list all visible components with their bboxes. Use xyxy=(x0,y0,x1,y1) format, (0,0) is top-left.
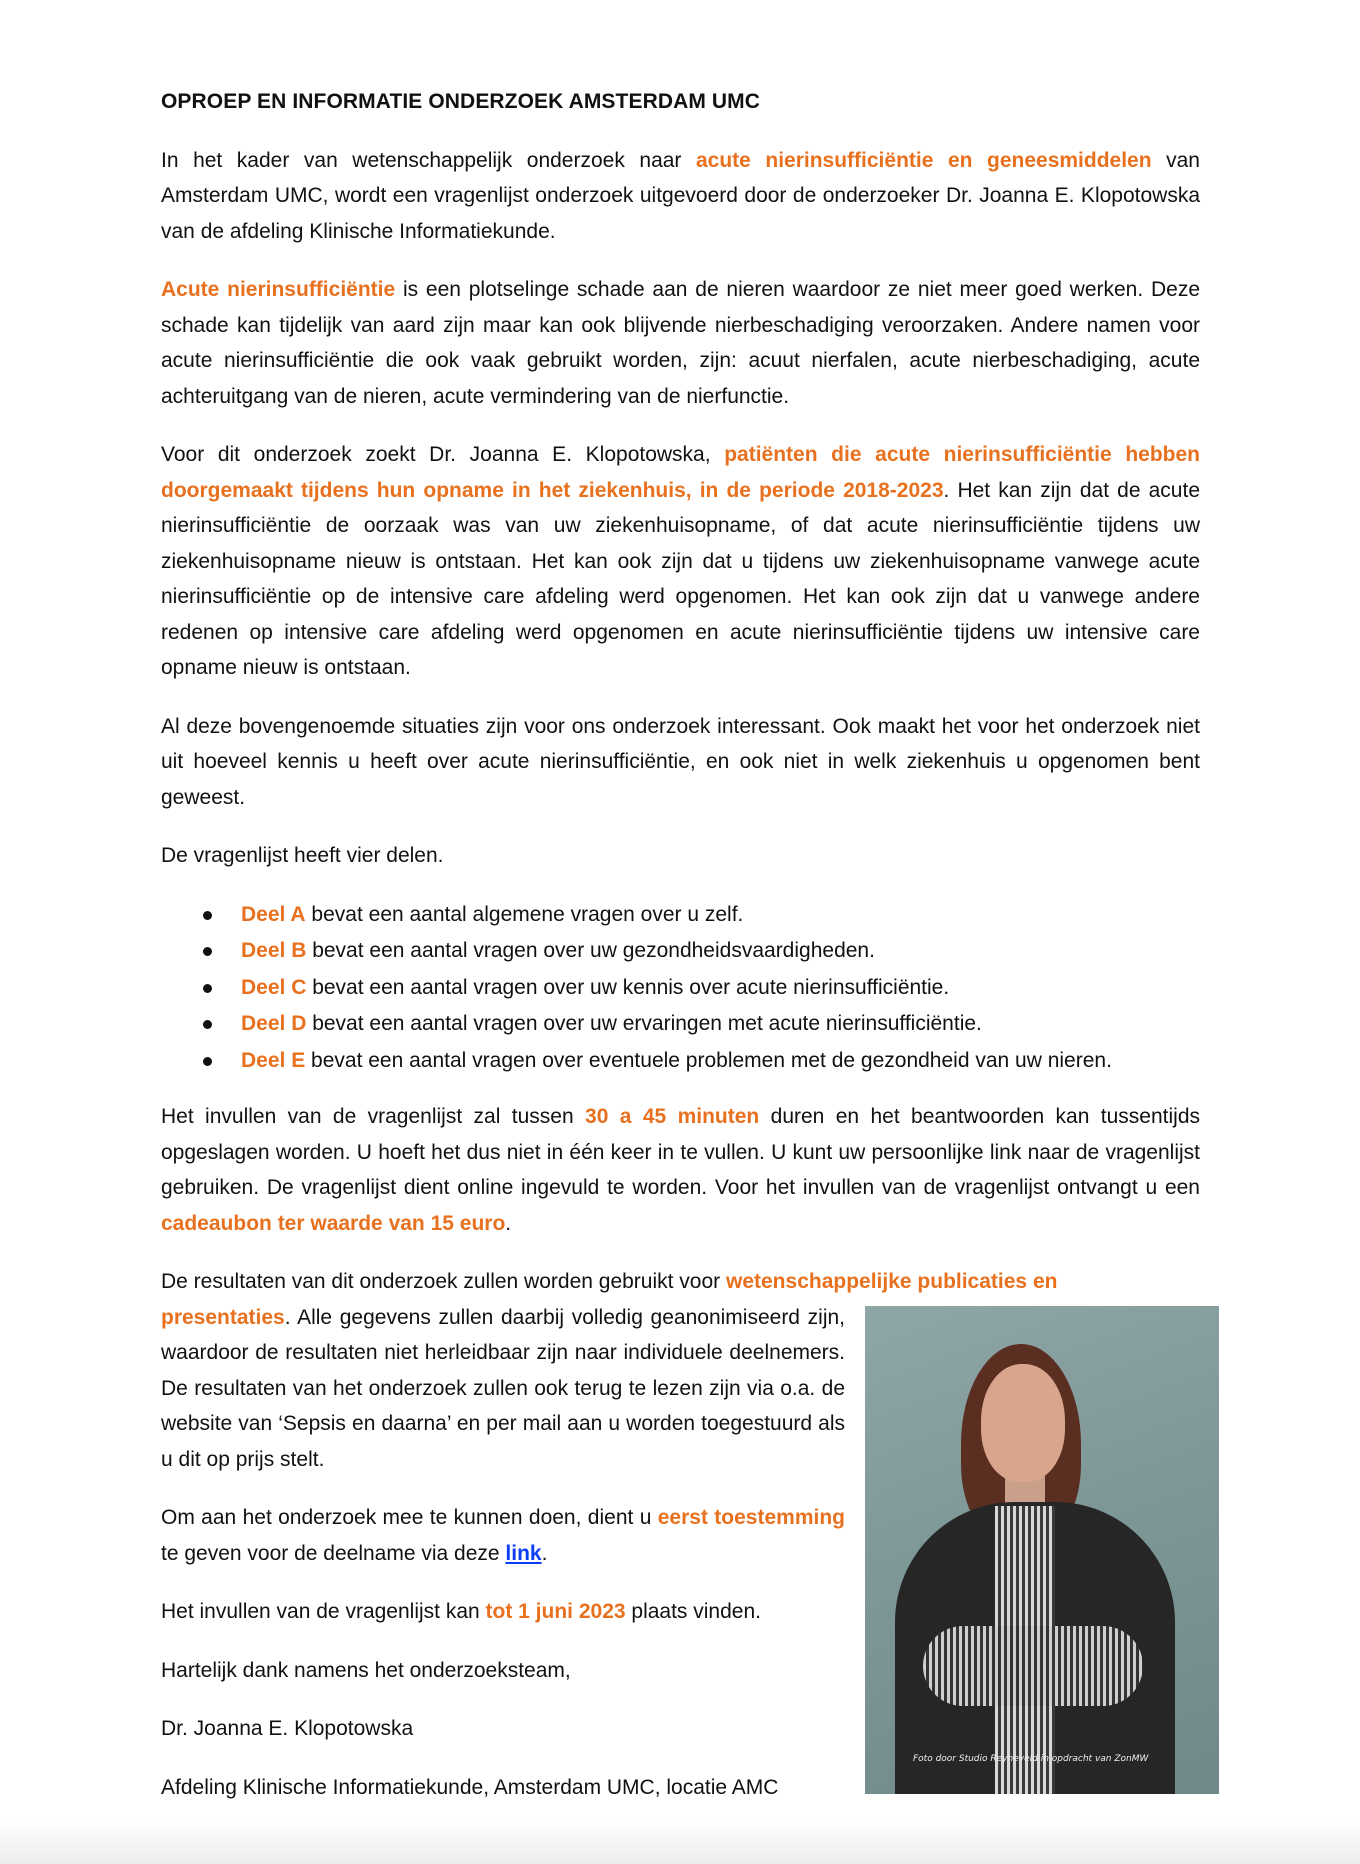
bullet-icon xyxy=(203,911,212,920)
bullet-icon xyxy=(203,947,212,956)
thanks-line: Hartelijk dank namens het onderzoeksteam, xyxy=(161,1658,571,1682)
part-label: Deel E xyxy=(241,1048,306,1072)
list-item xyxy=(241,970,1200,1007)
part-label: Deel D xyxy=(241,1012,307,1035)
intro-paragraph xyxy=(161,143,1200,250)
text-span: van Amsterdam UMC, wordt een vragenlijst onderzoek uitgevoerd door de onderzoeker Dr. Joanna E. Klopotowska van de afdeling Klinische Informatiekunde. xyxy=(161,148,1200,243)
photo-face xyxy=(981,1364,1065,1482)
signature-name: Dr. Joanna E. Klopotowska xyxy=(161,1717,414,1740)
page-title: OPROEP EN INFORMATIE ONDERZOEK AMSTERDAM UMC xyxy=(161,90,761,113)
text-span: Voor dit onderzoek zoekt Dr. Joanna E. Klopotowska, xyxy=(161,443,725,466)
deadline-paragraph xyxy=(161,1594,845,1630)
text-span: is een plotselinge schade aan de nieren waardoor ze niet meer goed werken. Deze schade kan tijdelijk van aard zijn maar kan ook blijvende nierbeschadiging veroorzaken. Andere namen voor acute nierinsufficiëntie die ook vaak gebruikt worden, zijn: acuut nierfalen, acute nierbeschadiging, acute achteruitgang van de nieren, acute vermindering van de nierfunctie. xyxy=(161,278,1200,408)
text-span: . xyxy=(505,1211,512,1235)
highlight-text: tot 1 juni 2023 xyxy=(485,1600,626,1623)
photo-arms xyxy=(923,1626,1143,1706)
text-span: . Alle gegevens zullen daarbij volledig geanonimiseerd zijn, waardoor de resultaten niet herleidbaar zijn naar individuele deelnemers. De resultaten van het onderzoek zullen ook terug te lezen zijn via o.a. de website van ‘Sepsis en daarna’ en per mail aan u worden toegestuurd als u dit op prijs stelt. xyxy=(161,1305,845,1471)
part-text: bevat een aantal vragen over uw ervaringen met acute nierinsufficiëntie. xyxy=(306,1012,982,1035)
part-label: Deel B xyxy=(241,939,307,962)
text-span: Het invullen van de vragenlijst zal tussen xyxy=(161,1105,586,1128)
highlight-text: cadeaubon ter waarde van 15 euro xyxy=(161,1211,506,1235)
researcher-photo xyxy=(865,1306,1219,1794)
text-span: te geven voor de deelname via deze xyxy=(161,1541,506,1565)
part-text: bevat een aantal vragen over uw gezondheidsvaardigheden. xyxy=(306,939,875,962)
bullet-icon xyxy=(203,1020,212,1029)
highlight-text: patiënten die acute nierinsufficiëntie hebben doorgemaakt tijdens hun opname in het ziekenhuis, in de periode 2018-2023 xyxy=(161,443,1200,502)
highlight-text: wetenschappelijke publicaties en xyxy=(726,1270,1058,1293)
situations-paragraph: Al deze bovengenoemde situaties zijn voor ons onderzoek interessant. Ook maakt het voor het onderzoek niet uit hoeveel kennis u heeft over acute nierinsufficiëntie, en ook niet in welk ziekenhuis u opgenomen bent geweest. xyxy=(161,714,1200,809)
list-item xyxy=(241,897,1200,934)
bullet-icon xyxy=(203,1057,212,1066)
part-text: bevat een aantal algemene vragen over u zelf. xyxy=(305,902,744,926)
consent-link[interactable]: link xyxy=(505,1541,542,1565)
list-item xyxy=(241,933,1200,970)
results-paragraph-continued xyxy=(161,1300,845,1478)
signature-department: Afdeling Klinische Informatiekunde, Amsterdam UMC, locatie AMC xyxy=(161,1775,779,1799)
text-span: . xyxy=(541,1541,548,1565)
parts-list xyxy=(161,897,1200,1080)
list-item xyxy=(241,1043,1200,1080)
text-span: plaats vinden. xyxy=(625,1600,761,1623)
text-span: duren en het beantwoorden kan tussentijds opgeslagen worden. U hoeft het dus niet in één keer in te vullen. U kunt uw persoonlijke link naar de vragenlijst gebruiken. De vragenlijst dient online ingevuld te worden. Voor het invullen van de vragenlijst ontvangt u een xyxy=(161,1105,1201,1199)
part-text: bevat een aantal vragen over uw kennis over acute nierinsufficiëntie. xyxy=(306,975,950,999)
text-span: In het kader van wetenschappelijk onderzoek naar xyxy=(161,148,696,172)
highlight-text: presentaties xyxy=(161,1305,285,1329)
part-label: Deel C xyxy=(241,975,307,999)
text-span: Het invullen van de vragenlijst kan xyxy=(161,1600,486,1623)
text-span: De resultaten van dit onderzoek zullen worden gebruikt voor xyxy=(161,1270,726,1293)
definition-paragraph xyxy=(161,272,1200,414)
part-label: Deel A xyxy=(241,902,306,926)
list-item xyxy=(241,1006,1200,1043)
target-group-paragraph xyxy=(161,437,1200,686)
highlight-text: Acute nierinsufficiëntie xyxy=(161,278,396,301)
text-span: . Het kan zijn dat de acute nierinsufficiëntie de oorzaak was van uw ziekenhuisopname, of dat acute nierinsufficiëntie tijdens uw ziekenhuisopname nieuw is ontstaan. Het kan ook zijn dat u tijdens uw ziekenhuisopname vanwege acute nierinsufficiëntie op de intensive care afdeling werd opgenomen. Het kan ook zijn dat u vanwege andere redenen op intensive care afdeling werd opgenomen en acute nierinsufficiëntie tijdens uw intensive care opname nieuw is ontstaan. xyxy=(161,478,1200,679)
page-bottom-shadow xyxy=(0,1822,1360,1864)
parts-intro: De vragenlijst heeft vier delen. xyxy=(161,844,444,867)
text-span: Om aan het onderzoek mee te kunnen doen, dient u xyxy=(161,1506,658,1529)
results-paragraph xyxy=(161,1264,1200,1300)
highlight-text: acute nierinsufficiëntie en geneesmiddelen xyxy=(695,148,1152,172)
highlight-text: eerst toestemming xyxy=(657,1506,845,1529)
photo-caption: Foto door Studio Reyneveld in opdracht van ZonMW xyxy=(913,1754,1149,1764)
duration-paragraph xyxy=(161,1099,1200,1241)
highlight-text: 30 a 45 minuten xyxy=(585,1105,760,1128)
consent-paragraph xyxy=(161,1500,845,1571)
bullet-icon xyxy=(203,984,212,993)
part-text: bevat een aantal vragen over eventuele problemen met de gezondheid van uw nieren. xyxy=(305,1048,1112,1072)
